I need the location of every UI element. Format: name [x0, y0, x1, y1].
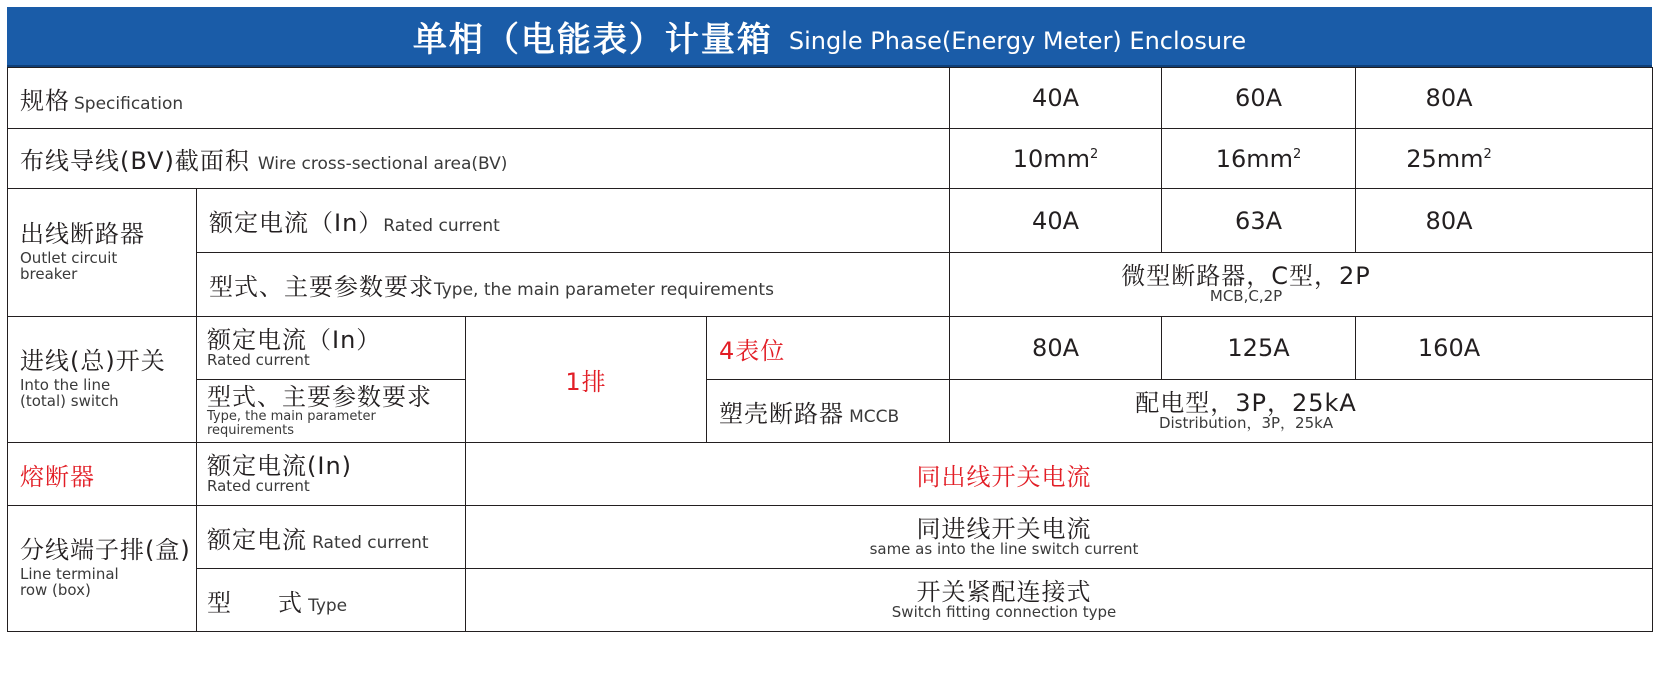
spec-table [7, 67, 1653, 632]
outlet-type-value-cn: 微型断路器，C型，2P [1121, 262, 1371, 291]
terminal-group-cell [8, 506, 197, 632]
spec-value-3: 80A [1356, 68, 1653, 129]
incoming-rated-value-2: 125A [1162, 317, 1356, 380]
table-row-incoming-type [8, 380, 1653, 443]
fuse-rated-en: Rated current [207, 476, 310, 495]
incoming-type-value-cn: 配电型，3P，25kA [1135, 388, 1357, 417]
table-title-bar [7, 7, 1652, 67]
outlet-group-cn: 出线断路器 [20, 220, 145, 249]
fuse-group-cell: 熔断器 [8, 443, 197, 506]
outlet-group-cell [8, 189, 197, 317]
spec-label-cn: 规格 [20, 86, 70, 115]
table-row-wire [8, 129, 1653, 189]
incoming-rated-value-1: 80A [950, 317, 1162, 380]
outlet-rated-label-cell [197, 189, 950, 253]
spec-label-en: Specification [74, 93, 184, 114]
terminal-group-cn: 分线端子排(盒) [20, 536, 191, 565]
terminal-type-cn-2: 式 [278, 588, 303, 617]
wire-value-2-exp: 2 [1293, 146, 1302, 162]
terminal-rated-en: Rated current [312, 532, 429, 553]
outlet-type-value-en: MCB,C,2P [1209, 287, 1283, 306]
incoming-rated-value-3: 160A [1356, 317, 1653, 380]
table-row-incoming-rated [8, 317, 1653, 380]
spec-value-1: 40A [950, 68, 1162, 129]
outlet-rated-value-2: 63A [1162, 189, 1356, 253]
outlet-rated-en: Rated current [383, 216, 500, 236]
terminal-type-value-cn: 开关紧配连接式 [916, 577, 1092, 606]
table-row-terminal-type [8, 569, 1653, 632]
outlet-rated-value-3: 80A [1356, 189, 1653, 253]
outlet-type-en: Type, the main parameter requirements [434, 280, 774, 300]
incoming-rated-label-cell [197, 317, 466, 380]
incoming-rated-cn: 额定电流（In） [207, 325, 382, 354]
terminal-type-en: Type [308, 595, 348, 616]
outlet-group-en-1: Outlet circuit [20, 249, 118, 268]
wire-value-3 [1356, 129, 1653, 189]
incoming-group-cell [8, 317, 197, 443]
wire-label-cn: 布线导线(BV)截面积 [20, 147, 250, 175]
incoming-rated-en: Rated current [207, 350, 310, 369]
wire-value-3-text: 25mm [1406, 144, 1484, 173]
incoming-group-en-1: Into the line [20, 376, 111, 395]
fuse-value-cell: 同出线开关电流 [466, 443, 1653, 506]
incoming-type-en: Type, the main parameter requirements [207, 408, 376, 438]
outlet-type-value-cell [950, 253, 1653, 317]
spec-label-cell [8, 68, 950, 129]
incoming-type-value-cell [950, 380, 1653, 443]
fuse-rated-label-cell [197, 443, 466, 506]
incoming-type-value-en: Distribution，3P，25kA [1158, 413, 1334, 432]
outlet-rated-value-1: 40A [950, 189, 1162, 253]
incoming-type-label-cell [197, 380, 466, 443]
incoming-mccb-en: MCCB [849, 406, 900, 427]
incoming-type-cn: 型式、主要参数要求 [207, 382, 432, 411]
incoming-group-en-2: (total) switch [20, 392, 119, 411]
table-row-outlet-type [8, 253, 1653, 317]
wire-value-3-exp: 2 [1483, 146, 1492, 162]
table-row-fuse [8, 443, 1653, 506]
table-row-specification [8, 68, 1653, 129]
terminal-type-value-en: Switch fitting connection type [891, 602, 1117, 621]
incoming-group-cn: 进线(总)开关 [20, 347, 166, 376]
wire-label-cell [8, 129, 950, 189]
wire-label-en: Wire cross-sectional area(BV) [257, 154, 508, 174]
incoming-mccb-cell [707, 380, 950, 443]
outlet-rated-cn: 额定电流（In） [209, 209, 384, 237]
terminal-rated-value-cell [466, 506, 1653, 569]
terminal-type-label-cell [197, 569, 466, 632]
incoming-rows-cell: 1排 [466, 317, 707, 443]
fuse-rated-cn: 额定电流(In) [207, 451, 353, 480]
terminal-type-cn-1: 型 [207, 588, 232, 617]
spec-value-2: 60A [1162, 68, 1356, 129]
wire-value-1 [950, 129, 1162, 189]
outlet-group-en-2: breaker [20, 265, 78, 284]
table-row-outlet-rated [8, 189, 1653, 253]
incoming-positions-cell: 4表位 [707, 317, 950, 380]
wire-value-2-text: 16mm [1215, 144, 1294, 173]
incoming-mccb-cn: 塑壳断路器 [719, 399, 844, 428]
wire-value-2 [1162, 129, 1356, 189]
title-chinese: 单相（电能表）计量箱 [412, 19, 773, 60]
terminal-group-en-1: Line terminal [20, 565, 119, 584]
wire-value-1-text: 10mm [1012, 144, 1091, 173]
terminal-rated-label-cell [197, 506, 466, 569]
wire-value-1-exp: 2 [1090, 146, 1099, 162]
terminal-rated-cn: 额定电流 [207, 525, 307, 554]
outlet-type-cn: 型式、主要参数要求 [209, 273, 434, 301]
terminal-type-value-cell [466, 569, 1653, 632]
title-english: Single Phase(Energy Meter) Enclosure [788, 27, 1247, 55]
terminal-rated-value-cn: 同进线开关电流 [916, 514, 1092, 543]
terminal-rated-value-en: same as into the line switch current [869, 539, 1139, 558]
terminal-group-en-2: row (box) [20, 581, 91, 600]
outlet-type-label-cell [197, 253, 950, 317]
table-row-terminal-rated [8, 506, 1653, 569]
